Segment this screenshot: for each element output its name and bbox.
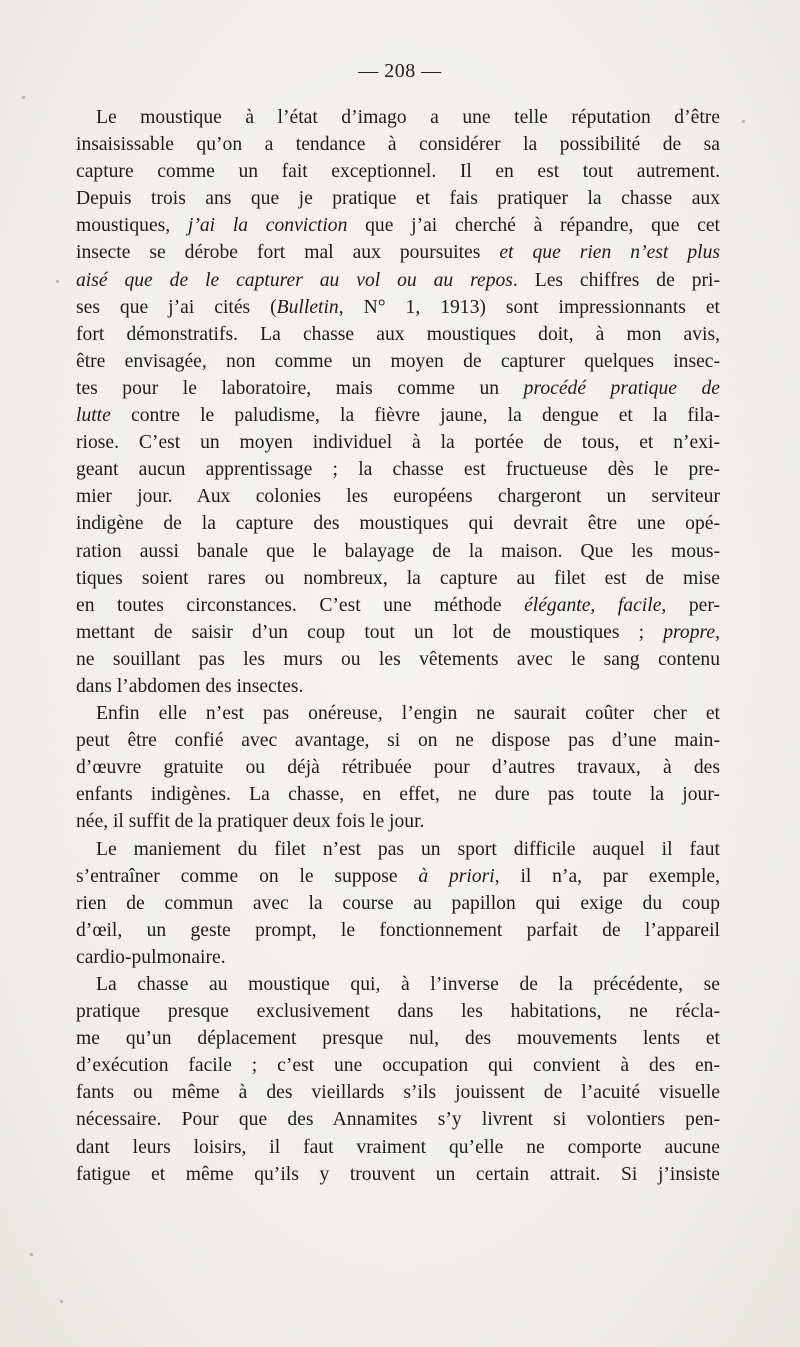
italic-text: aisé que de le capturer au vol ou au repos bbox=[76, 269, 513, 291]
text-run: rien de commun avec la course au papillon qui exige du coup bbox=[76, 892, 720, 914]
text-run: enfants indigènes. La chasse, en effet, ne dure pas toute la jour- bbox=[76, 784, 720, 806]
text-line bbox=[76, 863, 720, 890]
text-run: capture comme un fait exceptionnel. Il en est tout autrement. bbox=[76, 161, 720, 183]
paper-speck bbox=[742, 120, 745, 123]
text-run: fort démonstratifs. La chasse aux moustiques doit, à mon avis, bbox=[76, 323, 720, 345]
text-line bbox=[76, 700, 720, 727]
text-line bbox=[76, 890, 720, 917]
text-run: per- bbox=[666, 594, 720, 616]
text-run: fants ou même à des vieillards s’ils jouissent de l’acuité visuelle bbox=[76, 1082, 720, 1104]
text-run: La chasse au moustique qui, à l’inverse de la précédente, se bbox=[96, 974, 720, 995]
text-line bbox=[76, 267, 720, 294]
text-line bbox=[76, 538, 720, 565]
text-line bbox=[76, 212, 720, 239]
italic-text: Bulletin bbox=[276, 296, 339, 318]
text-line bbox=[76, 158, 720, 185]
text-line bbox=[76, 1106, 720, 1133]
italic-text: lutte bbox=[76, 405, 111, 427]
text-run: née, il suffit de la pratiquer deux fois le jour. bbox=[76, 811, 425, 833]
page-number: — 208 — bbox=[358, 60, 442, 82]
italic-text: à priori bbox=[418, 865, 495, 887]
text-line bbox=[76, 1079, 720, 1106]
text-run: pratique presque exclusivement dans les habitations, ne récla- bbox=[76, 1001, 720, 1023]
text-run: cardio-pulmonaire. bbox=[76, 946, 226, 968]
text-run: . Les chiffres de pri- bbox=[512, 269, 720, 291]
text-line bbox=[76, 646, 720, 673]
text-line bbox=[76, 1134, 720, 1161]
text-line bbox=[76, 781, 720, 808]
text-line bbox=[76, 1025, 720, 1052]
text-run: d’œuvre gratuite ou déjà rétribuée pour d’autres travaux, à des bbox=[76, 757, 720, 779]
text-run: mettant de saisir d’un coup tout un lot de moustiques ; bbox=[76, 621, 664, 643]
text-run: geant aucun apprentissage ; la chasse est fructueuse dès le pre- bbox=[76, 459, 720, 481]
text-line bbox=[76, 808, 720, 835]
text-line bbox=[76, 673, 720, 700]
paper-speck bbox=[30, 1253, 33, 1256]
text-line bbox=[76, 348, 720, 375]
text-run: que j’ai cherché à répandre, que cet bbox=[347, 215, 720, 237]
body-text bbox=[76, 104, 720, 1188]
text-run: fatigue et même qu’ils y trouvent un certain attrait. Si j’insiste bbox=[76, 1163, 720, 1185]
italic-text: j’ai la conviction bbox=[187, 215, 348, 237]
text-run: , N° 1, 1913) sont impressionnants et bbox=[338, 296, 720, 318]
text-line bbox=[76, 619, 720, 646]
text-line bbox=[76, 131, 720, 158]
text-line bbox=[76, 510, 720, 537]
paper-speck bbox=[56, 280, 59, 283]
text-line bbox=[76, 944, 720, 971]
text-line bbox=[76, 565, 720, 592]
text-line bbox=[76, 239, 720, 266]
text-run: Depuis trois ans que je pratique et fais pratiquer la chasse aux bbox=[76, 188, 720, 210]
text-line bbox=[76, 294, 720, 321]
text-line bbox=[76, 917, 720, 944]
text-line bbox=[76, 1052, 720, 1079]
text-run: ne souillant pas les murs ou les vêtements avec le sang contenu bbox=[76, 648, 720, 670]
text-line bbox=[76, 104, 720, 131]
text-run: en toutes circonstances. C’est une méthode bbox=[76, 594, 525, 616]
text-run: être envisagée, non comme un moyen de capturer quelques insec- bbox=[76, 350, 720, 372]
text-run: d’œil, un geste prompt, le fonctionnement parfait de l’appareil bbox=[76, 919, 720, 941]
text-line bbox=[76, 836, 720, 863]
text-run: indigène de la capture des moustiques qui devrait être une opé- bbox=[76, 513, 720, 535]
text-run: moustiques, bbox=[76, 215, 188, 237]
text-line bbox=[76, 483, 720, 510]
text-run: insecte se dérobe fort mal aux poursuites bbox=[76, 242, 500, 264]
text-run: ration aussi banale que le balayage de la maison. Que les mous- bbox=[76, 540, 720, 562]
text-line bbox=[76, 971, 720, 998]
text-line bbox=[76, 456, 720, 483]
text-line bbox=[76, 429, 720, 456]
text-run: me qu’un déplacement presque nul, des mouvements lents et bbox=[76, 1028, 720, 1050]
text-line bbox=[76, 727, 720, 754]
text-line bbox=[76, 754, 720, 781]
text-line bbox=[76, 185, 720, 212]
text-run: Le moustique à l’état d’imago a une telle réputation d’être bbox=[96, 107, 720, 128]
text-line bbox=[76, 998, 720, 1025]
italic-text: et que rien n’est plus bbox=[499, 242, 720, 264]
italic-text: élégante, facile, bbox=[524, 594, 667, 616]
text-line bbox=[76, 1161, 720, 1188]
text-run: tiques soient rares ou nombreux, la capture au filet est de mise bbox=[76, 567, 720, 589]
text-run: dant leurs loisirs, il faut vraiment qu’elle ne comporte aucune bbox=[76, 1136, 720, 1158]
text-run: Le maniement du filet n’est pas un sport difficile auquel il faut bbox=[96, 838, 720, 860]
text-line bbox=[76, 375, 720, 402]
text-run: nécessaire. Pour que des Annamites s’y livrent si volontiers pen- bbox=[76, 1109, 720, 1131]
paper-speck bbox=[60, 1300, 63, 1303]
text-run: tes pour le laboratoire, mais comme un bbox=[76, 377, 524, 399]
text-line bbox=[76, 402, 720, 429]
text-line bbox=[76, 592, 720, 619]
text-run: contre le paludisme, la fièvre jaune, la dengue et la fila- bbox=[110, 405, 720, 427]
text-run: Enfin elle n’est pas onéreuse, l’engin ne saurait coûter cher et bbox=[96, 703, 720, 725]
text-line bbox=[76, 321, 720, 348]
text-run: ses que j’ai cités ( bbox=[76, 296, 277, 318]
text-run: peut être confié avec avantage, si on ne dispose pas d’une main- bbox=[76, 730, 720, 752]
text-run: , il n’a, par exemple, bbox=[494, 865, 720, 887]
text-run: mier jour. Aux colonies les européens chargeront un serviteur bbox=[76, 486, 720, 508]
text-run: d’exécution facile ; c’est une occupation qui convient à des en- bbox=[76, 1055, 720, 1077]
text-run: insaisissable qu’on a tendance à considérer la possibilité de sa bbox=[76, 134, 720, 156]
text-run: s’entraîner comme on le suppose bbox=[76, 865, 419, 887]
text-run: dans l’abdomen des insectes. bbox=[76, 675, 304, 697]
text-run: riose. C’est un moyen individuel à la portée de tous, et n’exi- bbox=[76, 432, 720, 454]
italic-text: procédé pratique de bbox=[523, 377, 720, 399]
italic-text: propre, bbox=[663, 621, 720, 643]
paper-speck bbox=[22, 96, 25, 99]
